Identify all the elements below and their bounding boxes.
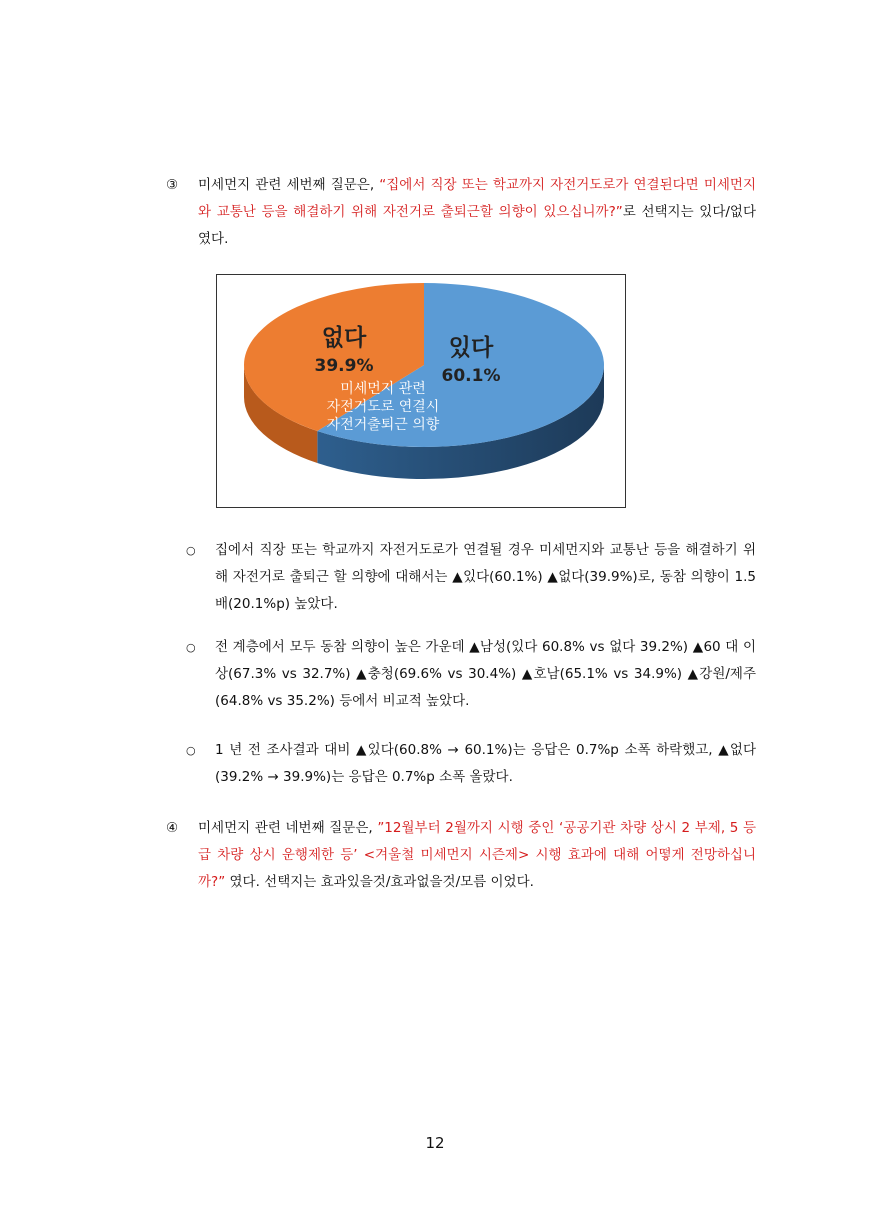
bullet-marker: ○ (186, 744, 196, 757)
question-number: ④ (166, 820, 179, 836)
question-quote: “집에서 직장 또는 학교까지 자전거도로가 연결된다면 미세먼지와 교통난 등을 해결하기 위해 자전거로 출퇴근할 의향이 있으십니까?” (198, 177, 756, 220)
list-item (186, 737, 756, 791)
slice-value-no: 39.9% (314, 356, 374, 376)
chart-annotation-line-2: 자전거도로 연결시 (326, 399, 440, 415)
question-outro: 로 선택지는 있다/없다 였다. (198, 204, 757, 247)
question-3-text (198, 172, 756, 253)
list-item (186, 537, 756, 618)
question-number: ③ (166, 177, 179, 193)
question-outro: 였다. 선택지는 효과있을것/효과없을것/모름 이었다. (225, 874, 534, 890)
question-4 (166, 815, 756, 896)
question-intro: 미세먼지 관련 네번째 질문은, (198, 820, 378, 836)
slice-value-yes: 60.1% (441, 366, 501, 386)
bullet-text: 집에서 직장 또는 학교까지 자전거도로가 연결될 경우 미세먼지와 교통난 등을 해결하기 위해 자전거로 출퇴근 할 의향에 대해서는 ▲있다(60.1%) ▲없다(39.9%)로, 동참 의향이 1.5 배(20.1%p) 높았다. (215, 542, 756, 612)
chart-annotation-line-3: 자전거출퇴근 의향 (326, 417, 440, 433)
chart-annotation-line-1: 미세먼지 관련 (340, 381, 426, 397)
question-4-text (198, 815, 756, 896)
bullet-text: 전 계층에서 모두 동참 의향이 높은 가운데 ▲남성(있다 60.8% vs 없다 39.2%) ▲60 대 이상(67.3% vs 32.7%) ▲충청(69.6% vs 30.4%) ▲호남(65.1% vs 34.9%) ▲강원/제주(64.8% vs 35.2%) 등에서 비교적 높았다. (215, 639, 756, 709)
question-3 (166, 172, 756, 253)
bullet-marker: ○ (186, 544, 196, 557)
slice-label-no: 없다 (321, 325, 367, 351)
slice-label-yes: 있다 (448, 335, 494, 361)
list-item (186, 634, 756, 715)
bullet-marker: ○ (186, 641, 196, 654)
bullet-text: 1 년 전 조사결과 대비 ▲있다(60.8% → 60.1%)는 응답은 0.7%p 소폭 하락했고, ▲없다(39.2% → 39.9%)는 응답은 0.7%p 소폭 올랐다. (215, 742, 756, 785)
question-quote: ”12월부터 2월까지 시행 중인 ‘공공기관 차량 상시 2 부제, 5 등급 차량 상시 운행제한 등’ <겨울철 미세먼지 시즌제> 시행 효과에 대해 어떻게 전망하십니까?” (198, 820, 757, 890)
pie-chart-svg (217, 275, 625, 507)
question-intro: 미세먼지 관련 세번째 질문은, (198, 177, 380, 193)
page-number: 12 (425, 1134, 445, 1152)
pie-chart (216, 274, 626, 508)
